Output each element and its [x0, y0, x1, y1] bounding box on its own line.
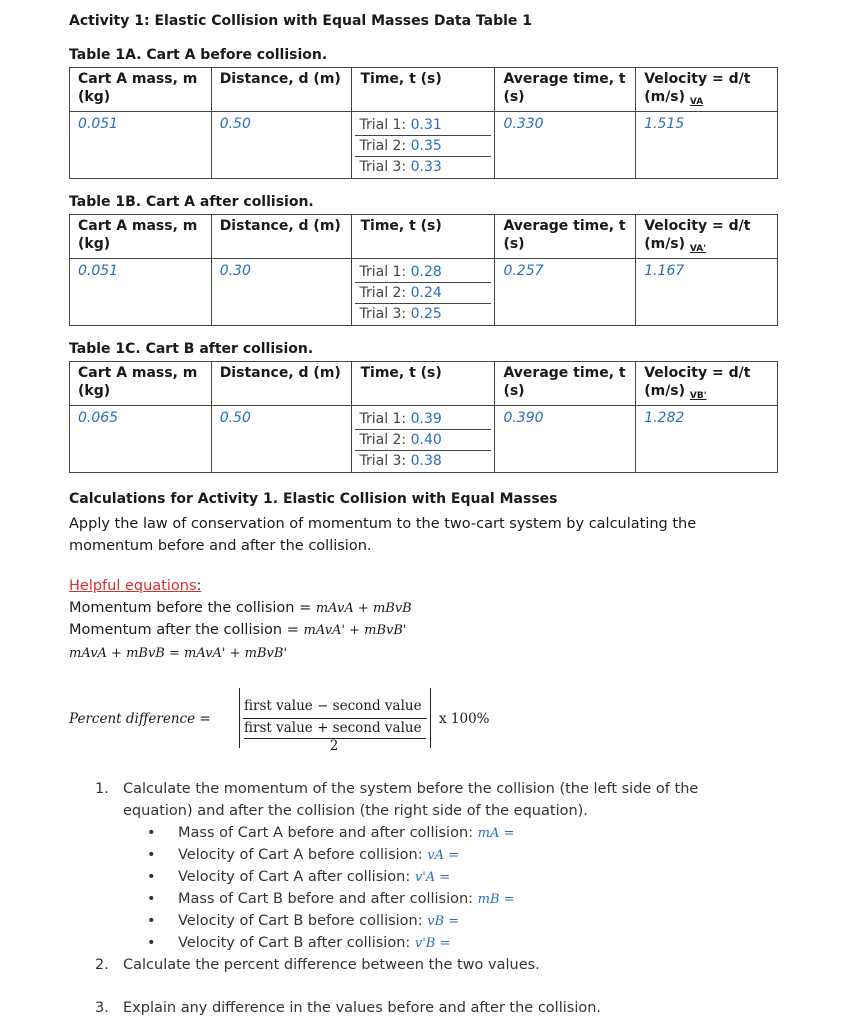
cell-velocity: 1.515 — [636, 112, 778, 179]
document-title: Activity 1: Elastic Collision with Equal Masses Data Table 1 — [69, 13, 533, 29]
cell-avg-time: 0.330 — [495, 112, 636, 179]
trial-row: Trial 3: 0.33 — [359, 159, 442, 175]
fraction-bar — [243, 718, 427, 719]
cell-trials — [352, 259, 495, 326]
bullet-icon: • — [147, 891, 156, 907]
velocity-symbol: VA' — [689, 244, 706, 254]
trial-row: Trial 1: 0.39 — [355, 409, 491, 430]
percent-difference-label: Percent difference = — [69, 711, 211, 727]
list-item: Velocity of Cart B after collision: v'B = — [178, 935, 451, 951]
bullet-icon: • — [147, 935, 156, 951]
header-distance: Distance, d (m) — [211, 68, 352, 112]
header-velocity: Velocity = d/t (m/s) $_{VA}$ — [636, 68, 778, 112]
question-1-number: 1. — [95, 781, 109, 797]
question-3-text: Explain any difference in the values before and after the collision. — [123, 1000, 602, 1016]
header-avg-time: Average time, t (s) — [495, 362, 636, 406]
table-1a-caption: Table 1A. Cart A before collision. — [69, 47, 328, 63]
conservation-equation: mAvA + mBvB = mAvA' + mBvB' — [69, 646, 288, 661]
question-2-text: Calculate the percent difference between the two values. — [123, 957, 540, 973]
trial-row: Trial 3: 0.38 — [359, 453, 442, 469]
table-1c-caption: Table 1C. Cart B after collision. — [69, 341, 314, 357]
cell-avg-time: 0.257 — [495, 259, 636, 326]
cell-distance: 0.30 — [211, 259, 352, 326]
table-1c — [69, 361, 778, 473]
velocity-symbol: VB' — [689, 391, 707, 401]
momentum-after-equation: Momentum after the collision = mAvA' + mBvB' — [69, 622, 407, 638]
trial-row: Trial 1: 0.28 — [355, 262, 491, 283]
trial-row: Trial 2: 0.35 — [355, 136, 491, 157]
cell-mass: 0.051 — [70, 112, 212, 179]
cell-trials — [352, 112, 495, 179]
trial-row: Trial 1: 0.31 — [355, 115, 491, 136]
formula-denominator: first value + second value — [244, 720, 422, 736]
bullet-icon: • — [147, 869, 156, 885]
cell-velocity: 1.282 — [636, 406, 778, 473]
question-3-number: 3. — [95, 1000, 109, 1016]
list-item: Mass of Cart B before and after collision: mB = — [178, 891, 515, 907]
bullet-icon: • — [147, 847, 156, 863]
helpful-equations-label: Helpful equations: — [69, 578, 202, 594]
table-1a — [69, 67, 778, 179]
list-item: Velocity of Cart B before collision: vB = — [178, 913, 460, 929]
momentum-before-expr: mAvA + mBvB — [315, 601, 412, 616]
bullet-icon: • — [147, 825, 156, 841]
header-time: Time, t (s) — [352, 362, 495, 406]
trial-row: Trial 2: 0.24 — [355, 283, 491, 304]
bullet-icon: • — [147, 913, 156, 929]
list-item: Mass of Cart A before and after collision: mA = — [178, 825, 515, 841]
header-velocity: Velocity = d/t (m/s) $_{VA'}$ — [636, 215, 778, 259]
formula-multiplier: x 100% — [439, 711, 490, 727]
header-avg-time: Average time, t (s) — [495, 68, 636, 112]
header-distance: Distance, d (m) — [211, 215, 352, 259]
calculations-title: Calculations for Activity 1. Elastic Collision with Equal Masses — [69, 491, 558, 507]
cell-avg-time: 0.390 — [495, 406, 636, 473]
cell-distance: 0.50 — [211, 112, 352, 179]
formula-divisor: 2 — [329, 738, 339, 754]
header-time: Time, t (s) — [352, 215, 495, 259]
header-distance: Distance, d (m) — [211, 362, 352, 406]
trial-row: Trial 3: 0.25 — [359, 306, 442, 322]
header-mass: Cart A mass, m (kg) — [70, 215, 212, 259]
trial-row: Trial 2: 0.40 — [355, 430, 491, 451]
cell-mass: 0.065 — [70, 406, 212, 473]
momentum-before-equation: Momentum before the collision = mAvA + mBvB — [69, 600, 412, 616]
cell-trials — [352, 406, 495, 473]
cell-velocity: 1.167 — [636, 259, 778, 326]
question-2-number: 2. — [95, 957, 109, 973]
velocity-symbol: VA — [689, 97, 704, 107]
cell-distance: 0.50 — [211, 406, 352, 473]
calculations-intro: Apply the law of conservation of momentum to the two-cart system by calculating the momentum before and after the collision. — [69, 516, 697, 554]
cell-mass: 0.051 — [70, 259, 212, 326]
question-1-line-2: equation) and after the collision (the right side of the equation). — [123, 803, 588, 819]
question-1-line-1: Calculate the momentum of the system before the collision (the left side of the — [123, 781, 699, 797]
header-avg-time: Average time, t (s) — [495, 215, 636, 259]
formula-numerator: first value − second value — [244, 698, 422, 714]
header-time: Time, t (s) — [352, 68, 495, 112]
list-item: Velocity of Cart A after collision: v'A = — [178, 869, 451, 885]
list-item: Velocity of Cart A before collision: vA = — [178, 847, 459, 863]
header-mass: Cart A mass, m (kg) — [70, 68, 212, 112]
momentum-after-expr: mAvA' + mBvB' — [303, 623, 407, 638]
table-1b — [69, 214, 778, 326]
header-mass: Cart A mass, m (kg) — [70, 362, 212, 406]
header-velocity: Velocity = d/t (m/s) $_{VB'}$ — [636, 362, 778, 406]
table-1b-caption: Table 1B. Cart A after collision. — [69, 194, 314, 210]
